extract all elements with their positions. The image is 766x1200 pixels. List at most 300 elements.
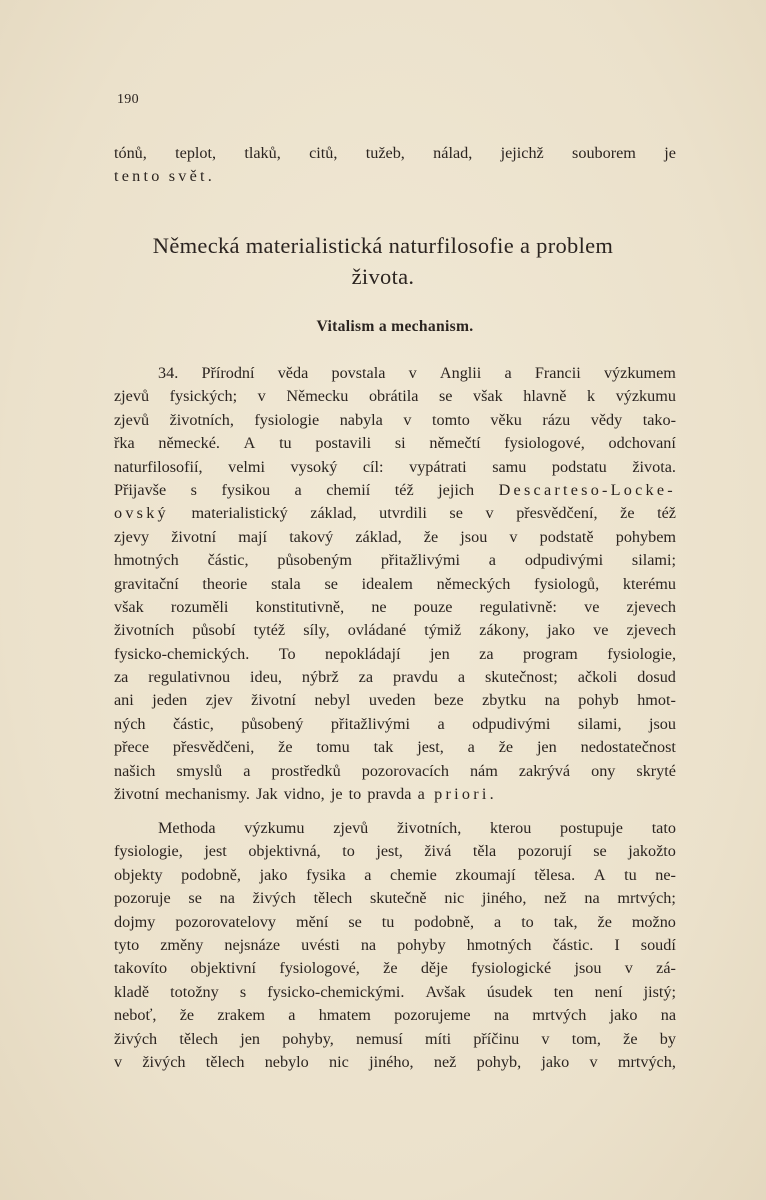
word: regulativnou (148, 668, 231, 687)
word: a (488, 551, 496, 570)
word: tělesa. (534, 865, 576, 884)
word: nebylo (264, 1052, 309, 1071)
chapter-title-line-1: Německá materialistická naturfilosofie a problem (152, 233, 614, 258)
word: tu (279, 434, 292, 453)
word: ideu, (250, 668, 282, 687)
word: neboť, (114, 1006, 157, 1025)
word: zakrývá (518, 761, 571, 780)
section-title: Vitalism a mechanism. (316, 318, 474, 335)
word: životních (114, 621, 175, 640)
word: pozorovacích (361, 761, 449, 780)
word: že (597, 912, 612, 931)
word: je (664, 144, 676, 162)
word: úsudek (486, 982, 533, 1001)
word: tělech (205, 1052, 245, 1071)
word: jakožto (628, 842, 676, 861)
word: nepokládají (325, 644, 401, 663)
word: tělech (179, 1029, 219, 1048)
word: nemusí (356, 1029, 403, 1048)
word: zá- (656, 959, 676, 978)
text-line (114, 1028, 676, 1051)
word: děje (420, 959, 448, 978)
word: vypátrati (409, 457, 467, 476)
word: regulativně: (479, 597, 557, 616)
word: zrakem (217, 1006, 265, 1025)
text-line (114, 713, 676, 736)
word: jen (536, 738, 557, 757)
word: nýbrž (301, 668, 339, 687)
text-line (114, 911, 676, 934)
word: a (457, 668, 466, 687)
word: v (257, 387, 266, 406)
text-line (114, 934, 676, 957)
word: že (383, 959, 398, 978)
word: základ, (355, 527, 402, 546)
text-line (114, 887, 676, 910)
word: Přírodní (201, 364, 255, 382)
word: samu (492, 457, 527, 476)
word: skryté (636, 761, 676, 780)
word: A (243, 434, 256, 453)
word: na (584, 889, 600, 908)
word: Jak (256, 785, 278, 804)
word: rozuměli (170, 597, 229, 616)
word: totožny (170, 982, 219, 1001)
word: působeným (277, 551, 352, 570)
word: chemií (326, 480, 371, 499)
word: rázu (542, 410, 571, 429)
word: německé. (158, 434, 220, 453)
text-line (114, 1004, 676, 1027)
word: se (593, 842, 607, 861)
word: jen (240, 1029, 261, 1048)
word: živých (252, 889, 296, 908)
paragraph-34 (114, 362, 676, 806)
word: podstatu (551, 457, 607, 476)
text-line (114, 142, 676, 165)
word: a (243, 761, 251, 780)
word: zjevů (114, 387, 150, 406)
word: základ, (310, 504, 357, 523)
word: s (239, 982, 247, 1001)
text-line (114, 760, 676, 783)
word: jiného, (481, 889, 527, 908)
word: míti (425, 1029, 452, 1048)
text-line (114, 432, 676, 455)
text-line (114, 526, 676, 549)
word: nebyl (314, 691, 351, 710)
word: Anglii (439, 364, 482, 382)
word: za (358, 668, 374, 687)
word: zjevech (626, 597, 676, 616)
word: postavili (315, 434, 372, 453)
text-line (114, 840, 676, 863)
word: mění (295, 912, 329, 931)
word: zákony, (479, 621, 530, 640)
word: tom, (571, 1029, 601, 1048)
word: vědy (590, 410, 623, 429)
word: a (364, 865, 372, 884)
word: se (449, 504, 463, 523)
word: tlaků, (244, 144, 281, 162)
word: tu (624, 865, 637, 884)
word: beze (434, 691, 464, 710)
word: zjev (205, 691, 233, 710)
word: živých (114, 1029, 158, 1048)
word: v (114, 1052, 123, 1071)
word: týmiž (424, 621, 462, 640)
word: v (589, 1052, 598, 1071)
word: fysiologie, (607, 644, 676, 663)
word: působí (192, 621, 236, 640)
word: silami, (577, 714, 622, 733)
word: pravda (367, 785, 412, 804)
word: ve (593, 621, 609, 640)
text-line (114, 736, 676, 759)
word: zjevy (114, 527, 150, 546)
word: živá (424, 842, 452, 861)
word: a (288, 1006, 296, 1025)
word: postupuje (560, 819, 623, 837)
word: vysoký (290, 457, 338, 476)
word: tu (381, 912, 395, 931)
text-line (114, 502, 676, 525)
word: mají (238, 527, 268, 546)
word: síly, (303, 621, 330, 640)
text-line (114, 596, 676, 619)
word: pozorovatelovy (175, 912, 277, 931)
word: svět. (168, 167, 216, 186)
word: fysikou (221, 480, 271, 499)
word: pozorují (517, 842, 572, 861)
word: silami; (631, 551, 676, 570)
word: to (521, 912, 534, 931)
word: Přijavše (114, 480, 167, 499)
word: též (394, 480, 414, 499)
word: konstitutivně, (255, 597, 345, 616)
word: tyto (114, 935, 140, 954)
word: že (423, 527, 439, 546)
word: pohyby, (282, 1029, 334, 1048)
word: v (403, 410, 412, 429)
word: hmot- (637, 691, 676, 710)
word: než (544, 889, 567, 908)
word: smyslů (176, 761, 223, 780)
text-line (114, 385, 676, 408)
word: pravdu (392, 668, 438, 687)
word: gravitační (114, 574, 179, 593)
word: I (614, 935, 620, 954)
word: kterému (622, 574, 676, 593)
text-line (114, 666, 676, 689)
word: jsou (574, 959, 602, 978)
chapter-title (60, 230, 706, 292)
word: jejich (438, 480, 475, 499)
word: není (594, 982, 623, 1001)
word: že (278, 738, 293, 757)
word: němečtí (429, 434, 481, 453)
word: jest, (417, 738, 444, 757)
word: životních, (169, 410, 234, 429)
word: působený (241, 714, 304, 733)
word: věda (277, 364, 309, 382)
word: v (485, 504, 494, 523)
word: v (541, 1029, 550, 1048)
word: zjevech (626, 621, 676, 640)
word: priori. (434, 785, 497, 804)
word: souborem (572, 144, 636, 162)
word: jeden (152, 691, 188, 710)
word: pozoruje (114, 889, 171, 908)
chapter-title-line-2: života. (351, 264, 415, 289)
word: zbytku (482, 691, 527, 710)
text-line (114, 1051, 676, 1074)
word: zjevů (114, 410, 150, 429)
word: kterou (489, 819, 532, 837)
word: jsou (649, 714, 676, 733)
word: za (479, 644, 494, 663)
word: podobně, (414, 912, 475, 931)
word: nám (469, 761, 498, 780)
word: na (544, 691, 560, 710)
word: že (179, 1006, 195, 1025)
word: příčinu (473, 1029, 520, 1048)
word: si (394, 434, 406, 453)
word: A (593, 865, 606, 884)
word: těla (472, 842, 497, 861)
word: citů, (309, 144, 338, 162)
word: jako (541, 1052, 570, 1071)
text-line (114, 409, 676, 432)
word: částic, (172, 714, 214, 733)
word: obrátila (368, 387, 419, 406)
word: životní (251, 691, 297, 710)
word: a (294, 480, 302, 499)
word: hmotných (466, 935, 532, 954)
word: velmi (228, 457, 265, 476)
word: to (342, 842, 355, 861)
word: tytéž (253, 621, 286, 640)
word: částic, (207, 551, 249, 570)
word: v (509, 527, 518, 546)
word: než (433, 1052, 457, 1071)
word: jako (547, 621, 575, 640)
word: fysiologie, (114, 842, 183, 861)
word: že (498, 738, 514, 757)
word: mrtvých, (617, 1052, 676, 1071)
word: odpudivými (524, 551, 604, 570)
word: též (657, 504, 676, 523)
word: stala (271, 574, 301, 593)
word: pozorujeme (394, 1006, 471, 1025)
word: fysicko-chemickými. (267, 982, 405, 1001)
word: objektivná, (248, 842, 321, 861)
word: jako (259, 865, 288, 884)
word: Descarteso-Locke- (498, 480, 676, 499)
text-line (114, 619, 676, 642)
word: výzkumem (603, 364, 676, 382)
text-line (114, 643, 676, 666)
word: mechanismy. (165, 785, 250, 804)
word: dojmy (114, 912, 156, 931)
word: že (623, 1029, 638, 1048)
word: životní (114, 785, 159, 804)
word: by (659, 1029, 676, 1048)
word: jest, (376, 842, 403, 861)
word: se (324, 574, 338, 593)
word: hmatem (318, 1006, 371, 1025)
word: na (219, 889, 235, 908)
word: pohyby (397, 935, 446, 954)
text-line (114, 689, 676, 712)
text-line (114, 456, 676, 479)
word: ne- (655, 865, 676, 884)
word: povstala (331, 364, 386, 382)
word: ovský (114, 504, 169, 523)
word: přitažlivými (330, 714, 410, 733)
word: teplot, (175, 144, 217, 162)
word: takový (289, 527, 334, 546)
word: cíl: (362, 457, 384, 476)
word: odpudivými (472, 714, 551, 733)
word: na (660, 1006, 676, 1025)
word: odchovaní (608, 434, 676, 453)
word: skutečně (369, 889, 427, 908)
word: kladě (114, 982, 150, 1001)
word: tento (114, 167, 163, 186)
word: idealem (361, 574, 413, 593)
word: pohyb (578, 691, 619, 710)
word: životní (171, 527, 217, 546)
word: tako- (642, 410, 676, 429)
paragraph-methoda (114, 817, 676, 1074)
word: přece (114, 738, 150, 757)
word: uvésti (301, 935, 340, 954)
word: jen (429, 644, 450, 663)
word: hlavně (523, 387, 567, 406)
word: materialistický (191, 504, 288, 523)
word: na (493, 1006, 510, 1025)
text-line (114, 165, 676, 188)
text-line (114, 981, 676, 1004)
word: za (114, 668, 129, 687)
word: částic. (552, 935, 594, 954)
word: pohybem (615, 527, 676, 546)
word: nedostatečnost (580, 738, 676, 757)
intro-text (114, 142, 676, 189)
word: tužeb, (365, 144, 405, 162)
text-line (114, 573, 676, 596)
word: fysických; (169, 387, 238, 406)
word: života. (632, 457, 676, 476)
word: možno (631, 912, 676, 931)
word: podobně, (181, 865, 241, 884)
word: podstatě (539, 527, 594, 546)
word: v (408, 364, 417, 382)
word: program (522, 644, 578, 663)
word: nic (444, 889, 465, 908)
word: změny (160, 935, 204, 954)
text-line (114, 864, 676, 887)
word: je (330, 785, 343, 804)
word: skutečnost; (484, 668, 558, 687)
word: zkoumají (455, 865, 516, 884)
word: Francii (534, 364, 581, 382)
text-line (114, 783, 676, 806)
word: ných (114, 714, 146, 733)
word: přesvědčení, (516, 504, 598, 523)
word: nejsnáze (224, 935, 281, 954)
word: pouze (413, 597, 453, 616)
word: se (438, 387, 453, 406)
word: nabyla (339, 410, 383, 429)
word: chemie (390, 865, 437, 884)
word: živých (142, 1052, 186, 1071)
word: pohyb, (476, 1052, 522, 1071)
word: tomu (316, 738, 350, 757)
word: ony (591, 761, 616, 780)
word: jsou (460, 527, 488, 546)
word: tónů, (114, 144, 147, 162)
word: fysiologové, (504, 434, 585, 453)
word: se (348, 912, 362, 931)
word: jako (609, 1006, 638, 1025)
word: jest (204, 842, 227, 861)
word: ne (371, 597, 387, 616)
word: ovládané (347, 621, 407, 640)
page-number: 190 (117, 92, 139, 107)
word: fysika (306, 865, 346, 884)
word: fysicko-chemických. (114, 644, 250, 663)
word: jejichž (500, 144, 544, 162)
word: zjevů (333, 819, 369, 837)
word: Avšak (425, 982, 466, 1001)
word: naturfilosofií, (114, 457, 203, 476)
word: nálad, (433, 144, 473, 162)
word: ve (584, 597, 600, 616)
word: jiného, (369, 1052, 414, 1071)
word: přesvědčeni, (172, 738, 255, 757)
word: však (473, 387, 503, 406)
word: ani (114, 691, 134, 710)
word: fysiologické (471, 959, 552, 978)
word: Methoda (158, 819, 216, 837)
word: tak, (553, 912, 578, 931)
word: prostředků (271, 761, 341, 780)
text-line (114, 479, 676, 502)
word: to (348, 785, 362, 804)
word: k (587, 387, 596, 406)
word: se (188, 889, 202, 908)
word: ten (553, 982, 574, 1001)
word: nic (329, 1052, 349, 1071)
word: tělech (313, 889, 353, 908)
word: fysiologů, (534, 574, 600, 593)
word: životních, (396, 819, 462, 837)
word: však (114, 597, 144, 616)
word: v (624, 959, 633, 978)
word: takovíto (114, 959, 168, 978)
word: a (467, 738, 475, 757)
word: mrtvých (532, 1006, 587, 1025)
word: 34. (158, 364, 179, 382)
word: věku (490, 410, 522, 429)
word: fysiologové, (279, 959, 360, 978)
word: že (620, 504, 635, 523)
word: tak (373, 738, 394, 757)
word: a (504, 364, 512, 382)
word: objekty (114, 865, 163, 884)
